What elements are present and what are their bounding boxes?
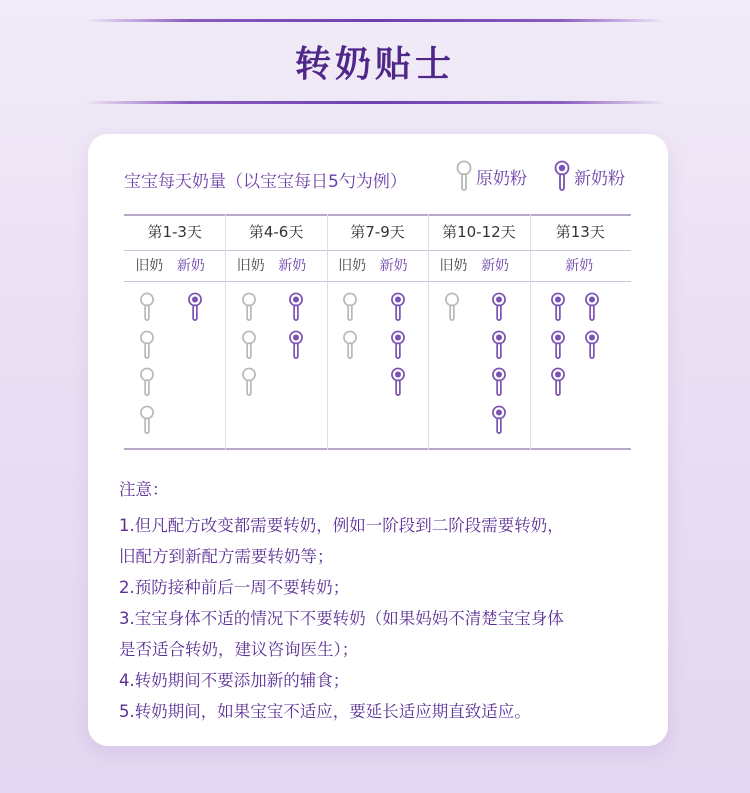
- old-formula-spoon-icon: [139, 292, 155, 322]
- new-formula-spoon-icon: [187, 292, 203, 322]
- new-formula-spoon-icon: [390, 330, 406, 360]
- old-formula-spoon-icon: [342, 292, 358, 322]
- table-subheader-line: [124, 281, 631, 282]
- new-formula-spoon-icon: [550, 367, 566, 397]
- day-range-header: 第1-3天: [147, 223, 202, 241]
- old-formula-spoon-icon: [139, 405, 155, 435]
- title-rule-top: [85, 19, 665, 22]
- old-formula-column-label: 旧奶: [439, 258, 468, 274]
- new-formula-spoon-icon: [584, 330, 600, 360]
- legend-new-label: 新奶粉: [574, 168, 625, 189]
- new-formula-spoon-icon: [390, 367, 406, 397]
- table-bottom-line: [124, 448, 631, 450]
- new-formula-spoon-icon: [491, 405, 507, 435]
- note-line: 是否适合转奶，建议咨询医生）；: [119, 640, 359, 659]
- new-formula-spoon-icon: [491, 292, 507, 322]
- new-formula-column-label: 新奶: [278, 258, 307, 274]
- old-formula-spoon-icon: [139, 330, 155, 360]
- daily-amount-intro: 宝宝每天奶量（以宝宝每日5勺为例）: [124, 172, 407, 192]
- new-formula-spoon-icon: [491, 330, 507, 360]
- legend-old-formula: [456, 160, 527, 192]
- note-line: 1.但凡配方改变都需要转奶，例如一阶段到二阶段需要转奶，: [119, 516, 564, 535]
- new-formula-spoon-icon: [550, 330, 566, 360]
- day-range-header: 第4-6天: [248, 223, 304, 241]
- transition-table: [124, 214, 631, 450]
- page-title: 转奶贴士: [294, 44, 455, 85]
- old-formula-spoon-icon: [342, 330, 358, 360]
- note-line: 旧配方到新配方需要转奶等；: [119, 547, 334, 566]
- old-formula-spoon-icon: [241, 292, 257, 322]
- new-formula-column-label: 新奶: [481, 258, 510, 274]
- tips-card: [88, 134, 668, 746]
- day-range-header: 第13天: [555, 223, 605, 241]
- day-range-header: 第7-9天: [350, 223, 405, 241]
- new-formula-column-label: 新奶: [176, 258, 205, 274]
- new-formula-spoon-icon: [288, 330, 304, 360]
- note-line: 5.转奶期间，如果宝宝不适应，要延长适应期直致适应。: [119, 702, 531, 721]
- old-formula-column-label: 旧奶: [135, 258, 164, 274]
- old-formula-spoon-icon: [456, 160, 472, 192]
- legend-old-label: 原奶粉: [476, 168, 527, 189]
- old-formula-spoon-icon: [139, 367, 155, 397]
- new-formula-column-label: 新奶: [565, 258, 594, 274]
- new-formula-spoon-icon: [288, 292, 304, 322]
- day-range-header: 第10-12天: [442, 223, 516, 241]
- new-formula-column-label: 新奶: [379, 258, 408, 274]
- old-formula-spoon-icon: [241, 367, 257, 397]
- old-formula-column-label: 旧奶: [236, 258, 265, 274]
- title-rule-bottom: [85, 101, 665, 104]
- new-formula-spoon-icon: [390, 292, 406, 322]
- note-line: 2.预防接种前后一周不要转奶；: [119, 578, 350, 597]
- notes-heading: 注意：: [119, 480, 169, 499]
- new-formula-spoon-icon: [491, 367, 507, 397]
- old-formula-column-label: 旧奶: [338, 258, 367, 274]
- new-formula-spoon-icon: [554, 160, 570, 192]
- legend-new-formula: [554, 160, 625, 192]
- old-formula-spoon-icon: [241, 330, 257, 360]
- notes-section: [119, 474, 649, 727]
- note-line: 3.宝宝身体不适的情况下不要转奶（如果妈妈不清楚宝宝身体: [119, 609, 564, 628]
- old-formula-spoon-icon: [444, 292, 460, 322]
- new-formula-spoon-icon: [584, 292, 600, 322]
- note-line: 4.转奶期间不要添加新的辅食；: [119, 671, 350, 690]
- new-formula-spoon-icon: [550, 292, 566, 322]
